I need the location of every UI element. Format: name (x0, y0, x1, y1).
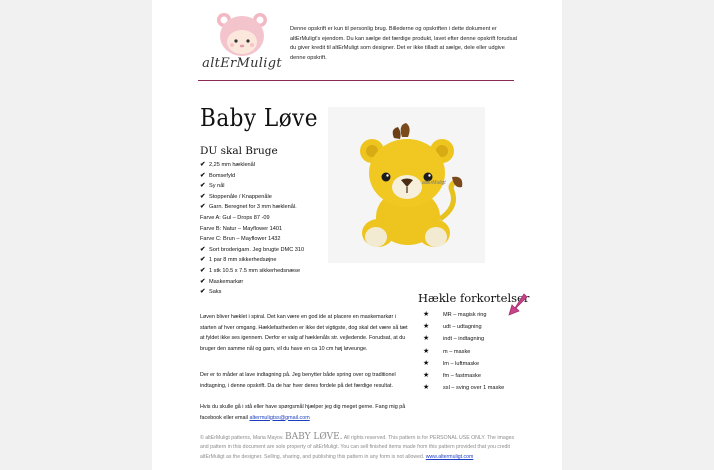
lion-photo (328, 107, 485, 263)
logo-text: altErMuligt (202, 56, 282, 71)
checkmark-icon: ✔ (200, 192, 206, 200)
abbreviation-item (423, 370, 563, 382)
checkmark-icon: ✔ (200, 256, 206, 264)
decrease-paragraph: Der er to måder at lave indtagning på. Jeg benytter både spring over og traditionel indtagning, i denne opskrift. Da de har hver deres fordele på det færdige resultat. (200, 372, 396, 389)
star-icon: ★ (423, 372, 430, 380)
checkmark-icon: ✔ (200, 245, 206, 253)
material-item (200, 287, 370, 298)
checkmark-icon: ✔ (200, 203, 206, 211)
document-page (152, 0, 562, 470)
bear-hat-logo-icon (192, 10, 292, 60)
checkmark-icon: ✔ (200, 288, 206, 296)
material-item-text: Garn. Beregnet for 3 mm hæklenål. (209, 204, 297, 211)
abbreviation-text: lm – luftmaske (443, 360, 480, 367)
intro-paragraph: Løven bliver hæklet i spiral. Det kan være en god ide at placere en maskemarkør i starten af hver omgang. Hæklefastheden er ikke det vigtigste, dog skal det være så tæt at fyldet ikke ses igennem. Derfor er valg af hæklenåls str. vejledende. Forudsat, at du bruger den samme nål og garn, vil du have en ca 10 cm høj løveunge. (200, 314, 408, 352)
footer-text: All rights reserved. This pattern is for PERSONAL USE ONLY. The images and pattern in this document are sole property of altErMuligt. You can sell finished items made from this pattern provided that you credit altErMuligt as the designer. Selling, sharing, and publishing this pattern in any form is not allowed. (200, 435, 515, 460)
footer (200, 433, 516, 462)
material-item-text: Bomsefyld (209, 172, 236, 179)
material-item-text: Sy nål (209, 183, 225, 190)
logo (192, 10, 292, 75)
checkmark-icon: ✔ (200, 161, 206, 168)
checkmark-icon: ✔ (200, 277, 206, 285)
material-item (200, 266, 370, 277)
material-item-text: Saks (209, 289, 222, 296)
abbreviation-item (423, 382, 563, 394)
material-item-text: Farve C: Brun – Mayflower 1432 (200, 236, 281, 243)
footer-pattern-name: BABY LØVE. (285, 432, 343, 442)
abbreviation-item (423, 309, 563, 321)
abbreviations-list (423, 309, 563, 394)
abbreviations-heading: Hækle forkortelser (418, 291, 530, 305)
header-divider (198, 80, 514, 81)
star-icon: ★ (423, 347, 430, 355)
abbreviation-item (423, 321, 563, 333)
abbreviation-item (423, 333, 563, 345)
page-title: Baby Løve (200, 104, 319, 132)
abbreviation-text: fm – fastmaske (443, 373, 481, 380)
material-item-text: Stoppenåle / Knappenåle (209, 193, 272, 200)
abbreviation-text: m – maske (443, 348, 471, 355)
material-item-text: Farve A: Gul – Drops 87 -09 (200, 214, 270, 221)
abbreviation-item (423, 346, 563, 358)
contact-text: Hvis du skulle gå i stå eller have spørgsmål hjælper jeg dig meget gerne. Fang mig på facebook eller email (200, 404, 406, 421)
checkmark-icon: ✔ (200, 266, 206, 274)
material-item-text: 1 par 8 mm sikkerhedsøjne (209, 257, 277, 264)
abbreviation-text: MR – magisk ring (443, 312, 487, 318)
checkmark-icon: ✔ (200, 182, 206, 190)
material-item-text: Farve B: Natur – Mayflower 1401 (200, 225, 283, 232)
abbreviation-item (423, 358, 563, 370)
material-item-text: Maskemarkør (209, 278, 244, 285)
star-icon: ★ (423, 311, 430, 318)
star-icon: ★ (423, 335, 430, 343)
photo-watermark: altErMuligt (422, 180, 446, 186)
copyright-notice: Denne opskrift er kun til personlig brug. Billederne og opskriften i dette dokument er altErMuligt's ejendom. Du kan sælge det færdige produkt, lavet efter denne opskrift forudsat du giver kredit til altErMuligt som designer. Det er ikke tilladt at sælge, dele eller udgive denne opskrift. (290, 26, 518, 61)
star-icon: ★ (423, 359, 430, 367)
material-item-text: Sort broderigarn. Jeg brugte DMC 310 (209, 246, 305, 253)
checkmark-icon: ✔ (200, 171, 206, 179)
lion-amigurumi-image (328, 107, 485, 263)
material-item-text: 1 stk 10.5 x 7.5 mm sikkerhedsnæse (209, 267, 301, 274)
material-item (200, 277, 370, 288)
footer-prefix: © altErMuligt patterns, Maria Mayov. (200, 435, 284, 441)
star-icon: ★ (423, 323, 430, 331)
email-link[interactable]: altermuligtss@gmail.com (249, 414, 310, 421)
website-link[interactable]: www.altermuligt.com (425, 453, 474, 460)
abbreviation-text: indt – indtagning (443, 336, 485, 343)
materials-heading: DU skal Bruge (200, 145, 278, 157)
abbreviation-text: udt – udtagning (443, 324, 482, 331)
star-icon: ★ (423, 384, 430, 392)
contact-paragraph (200, 402, 408, 423)
material-item-text: 2,25 mm hæklenål (209, 162, 256, 168)
abbreviation-text: ssl – sving over 1 maske (443, 385, 505, 392)
